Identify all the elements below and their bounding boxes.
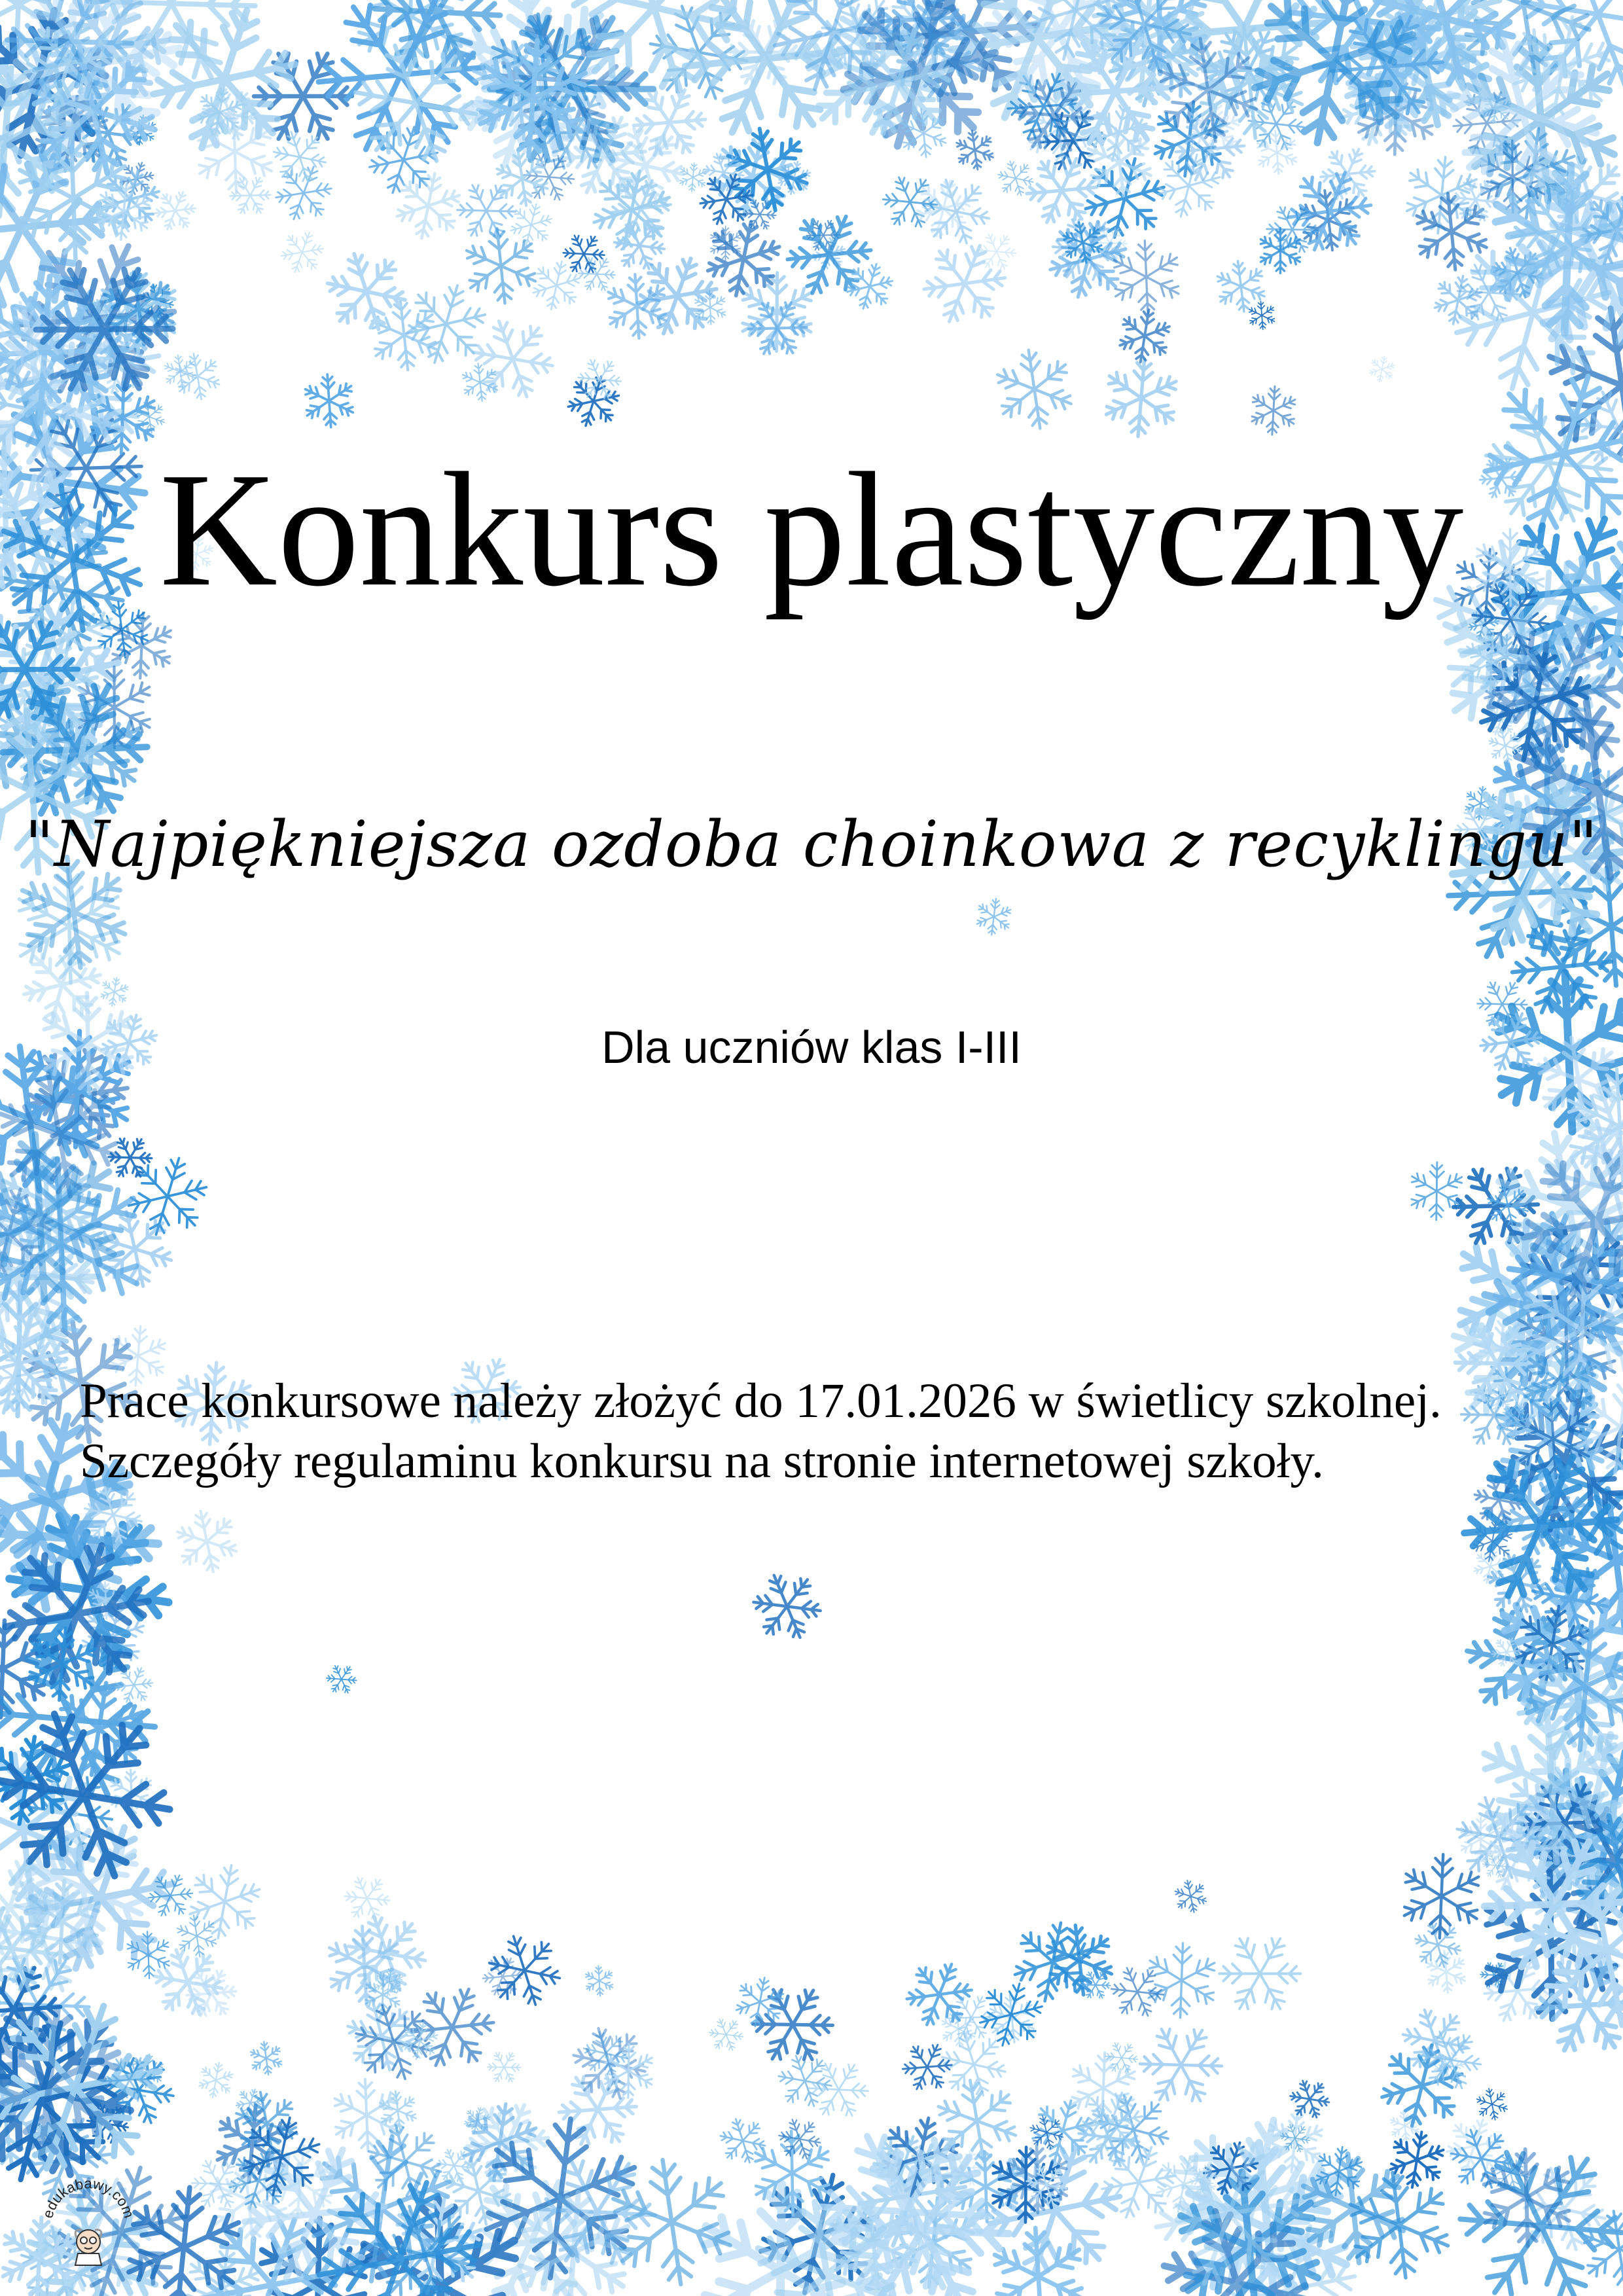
watermark-text: edukabawy.com [39, 2179, 137, 2220]
snowflake-icon [770, 2110, 829, 2169]
snowflake-icon [311, 236, 422, 348]
poster-title: Konkurs plastyczny [159, 439, 1464, 620]
snowflake-icon [1399, 1853, 1484, 1940]
snowflake-icon [1100, 356, 1183, 439]
snowflake-icon [1248, 385, 1298, 436]
cartoon-professor-icon [75, 2230, 101, 2265]
snowflake-icon [1125, 2009, 1236, 2121]
snowflake-icon [1115, 306, 1175, 367]
snowflake-icon [454, 356, 507, 408]
snowflake-icon [740, 1560, 834, 1653]
target-audience: Dla uczniów klas I-III [601, 1022, 1022, 1073]
snowflake-icon [711, 2109, 775, 2173]
snowflake-icon [310, 1912, 418, 2020]
snowflake-icon [321, 1659, 362, 1700]
contest-info [80, 1371, 1585, 1492]
snowflake-icon [702, 2011, 749, 2058]
snowflake-icon [446, 171, 526, 251]
snowflake-icon [1366, 353, 1397, 384]
rules-reference-line: Szczegóły regulaminu konkursu na stronie internetowej szkoły. [80, 1434, 1324, 1488]
snowflake-icon [141, 1866, 200, 1925]
contest-subtitle: "Najpiękniejsza ozdoba choinkowa z recyklingu" [24, 808, 1599, 881]
snowflake-icon [179, 1960, 244, 2026]
snowflake-icon [243, 2035, 289, 2081]
snowflake-icon [579, 1960, 620, 2001]
snowflake-icon [1143, 1942, 1219, 2019]
snowflake-icon [910, 165, 1003, 259]
snowflake-icon [336, 1867, 398, 1930]
snowflake-icon [1168, 1873, 1213, 1919]
snowflake-icon [912, 230, 1017, 336]
snowflake-icon [275, 225, 329, 279]
snowflake-icon [909, 174, 978, 243]
snowflake-icon [798, 2049, 879, 2130]
snowflake-icon [897, 1952, 982, 2037]
snowflake-icon [738, 272, 815, 351]
watermark [39, 2179, 137, 2278]
snowflake-icon [182, 1859, 267, 1945]
snowflake-icon [482, 2045, 527, 2090]
snowflake-icon [1469, 2082, 1514, 2127]
snowflake-icon [164, 1498, 251, 1585]
snowflake-icon [940, 1986, 1003, 2049]
snowflake-icon [1282, 2072, 1337, 2126]
snowflake-icon [604, 211, 674, 281]
snowflake-icon [449, 214, 554, 318]
snowflake-icon [979, 334, 1090, 444]
snowflake-icon [1205, 1918, 1315, 2029]
snowflake-icon [196, 2060, 236, 2101]
snowflake-icon [1276, 158, 1383, 265]
snowflake-icon [474, 1920, 575, 2021]
snowflake-icon [293, 365, 366, 437]
snowflake-icon [397, 274, 495, 374]
snowflake-icon [974, 897, 1014, 937]
svg-text:edukabawy.com [39, 2179, 137, 2220]
snowflake-icon [457, 302, 569, 415]
snowflake-icon [1408, 1162, 1465, 1220]
snowflake-icon [98, 975, 131, 1009]
snowflake-icon [841, 258, 898, 315]
snowflake-icon [332, 1987, 431, 2085]
submission-deadline-line: Prace konkursowe należy złożyć do 17.01.2026 w świetlicy szkolnej. [80, 1374, 1442, 1428]
